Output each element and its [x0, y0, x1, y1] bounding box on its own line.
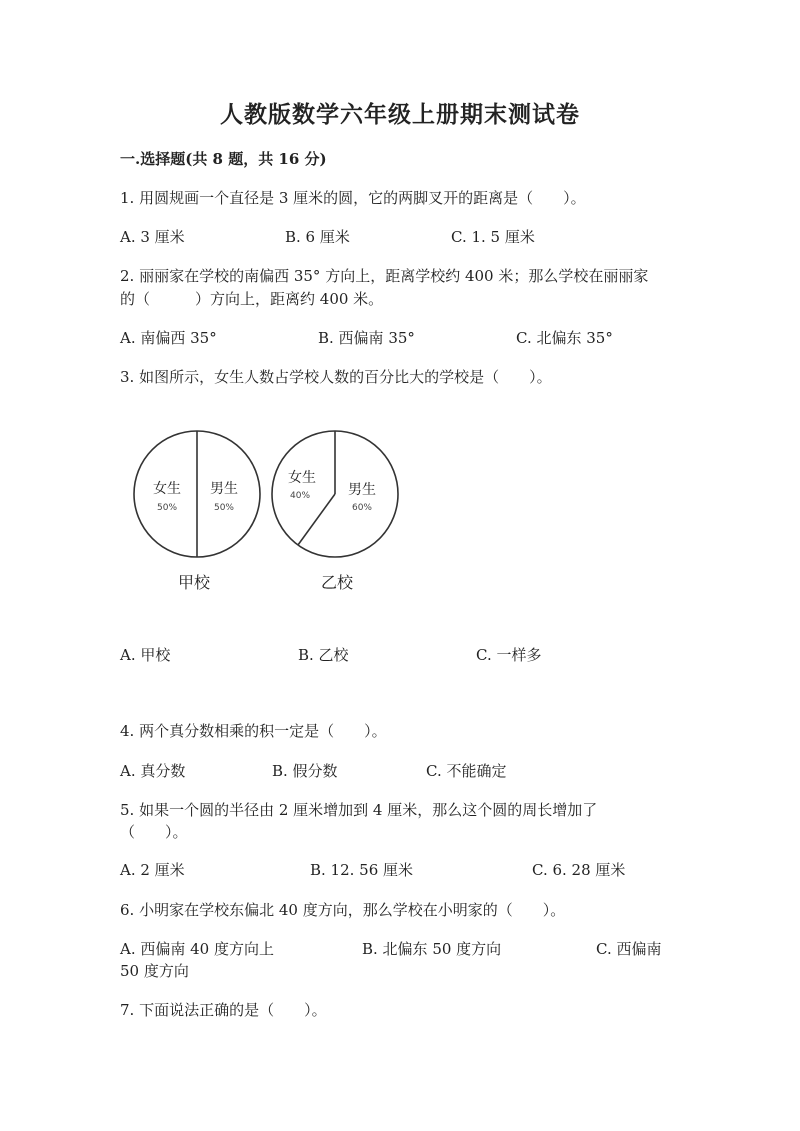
- pie-chart-figure: [120, 415, 420, 600]
- pie-value-yi-boys: 60%: [351, 503, 373, 513]
- question-6: 6. 小明家在学校东偏北 40 度方向，那么学校在小明家的（ ）。: [120, 901, 566, 919]
- pie-label-yi-girls: 女生: [288, 470, 316, 486]
- q5-option-b: B. 12. 56 厘米: [310, 861, 414, 879]
- pie-value-yi-girls: 40%: [289, 491, 311, 501]
- q6-option-c: C. 西偏南: [596, 940, 662, 958]
- q1-option-b: B. 6 厘米: [285, 228, 350, 246]
- q1-option-c: C. 1. 5 厘米: [451, 228, 535, 246]
- q5-option-a: A. 2 厘米: [120, 861, 185, 879]
- question-5-line-1: 5. 如果一个圆的半径由 2 厘米增加到 4 厘米，那么这个圆的周长增加了: [120, 801, 598, 819]
- question-4: 4. 两个真分数相乘的积一定是（ ）。: [120, 722, 387, 740]
- question-2-line-1: 2. 丽丽家在学校的南偏西 35° 方向上，距离学校约 400 米；那么学校在丽丽家: [120, 267, 649, 285]
- pie-title-yi: 乙校: [320, 573, 354, 592]
- pie-label-jia-boys: 男生: [210, 481, 238, 497]
- pie-label-jia-girls: 女生: [153, 481, 181, 497]
- q1-option-a: A. 3 厘米: [120, 228, 185, 246]
- pie-chart-jia: [134, 431, 260, 557]
- q3-option-a: A. 甲校: [120, 646, 171, 664]
- q2-option-c: C. 北偏东 35°: [516, 329, 613, 347]
- q3-option-c: C. 一样多: [476, 646, 542, 664]
- q5-option-c: C. 6. 28 厘米: [532, 861, 626, 879]
- pie-label-yi-boys: 男生: [348, 482, 376, 498]
- q2-option-a: A. 南偏西 35°: [120, 329, 217, 347]
- pie-title-jia: 甲校: [177, 573, 211, 592]
- question-2-line-2: 的（ ）方向上，距离约 400 米。: [120, 290, 384, 308]
- q4-option-a: A. 真分数: [120, 762, 186, 780]
- pie-value-jia-girls: 50%: [156, 503, 178, 513]
- q6-option-a: A. 西偏南 40 度方向上: [120, 940, 274, 958]
- q2-option-b: B. 西偏南 35°: [318, 329, 415, 347]
- q6-option-b: B. 北偏东 50 度方向: [362, 940, 502, 958]
- q4-option-b: B. 假分数: [272, 762, 338, 780]
- page-title: 人教版数学六年级上册期末测试卷: [220, 101, 580, 128]
- question-3: 3. 如图所示，女生人数占学校人数的百分比大的学校是（ ）。: [120, 368, 552, 386]
- question-7: 7. 下面说法正确的是（ ）。: [120, 1001, 327, 1019]
- pie-value-jia-boys: 50%: [213, 503, 235, 513]
- q3-option-b: B. 乙校: [298, 646, 349, 664]
- q6-option-c-continued: 50 度方向: [120, 962, 189, 980]
- pie-chart-yi: [272, 431, 398, 557]
- section-heading: 一.选择题(共 8 题，共 16 分): [120, 150, 327, 168]
- question-1: 1. 用圆规画一个直径是 3 厘米的圆，它的两脚叉开的距离是（ ）。: [120, 189, 586, 207]
- question-5-line-2: （ ）。: [120, 823, 188, 841]
- q4-option-c: C. 不能确定: [426, 762, 507, 780]
